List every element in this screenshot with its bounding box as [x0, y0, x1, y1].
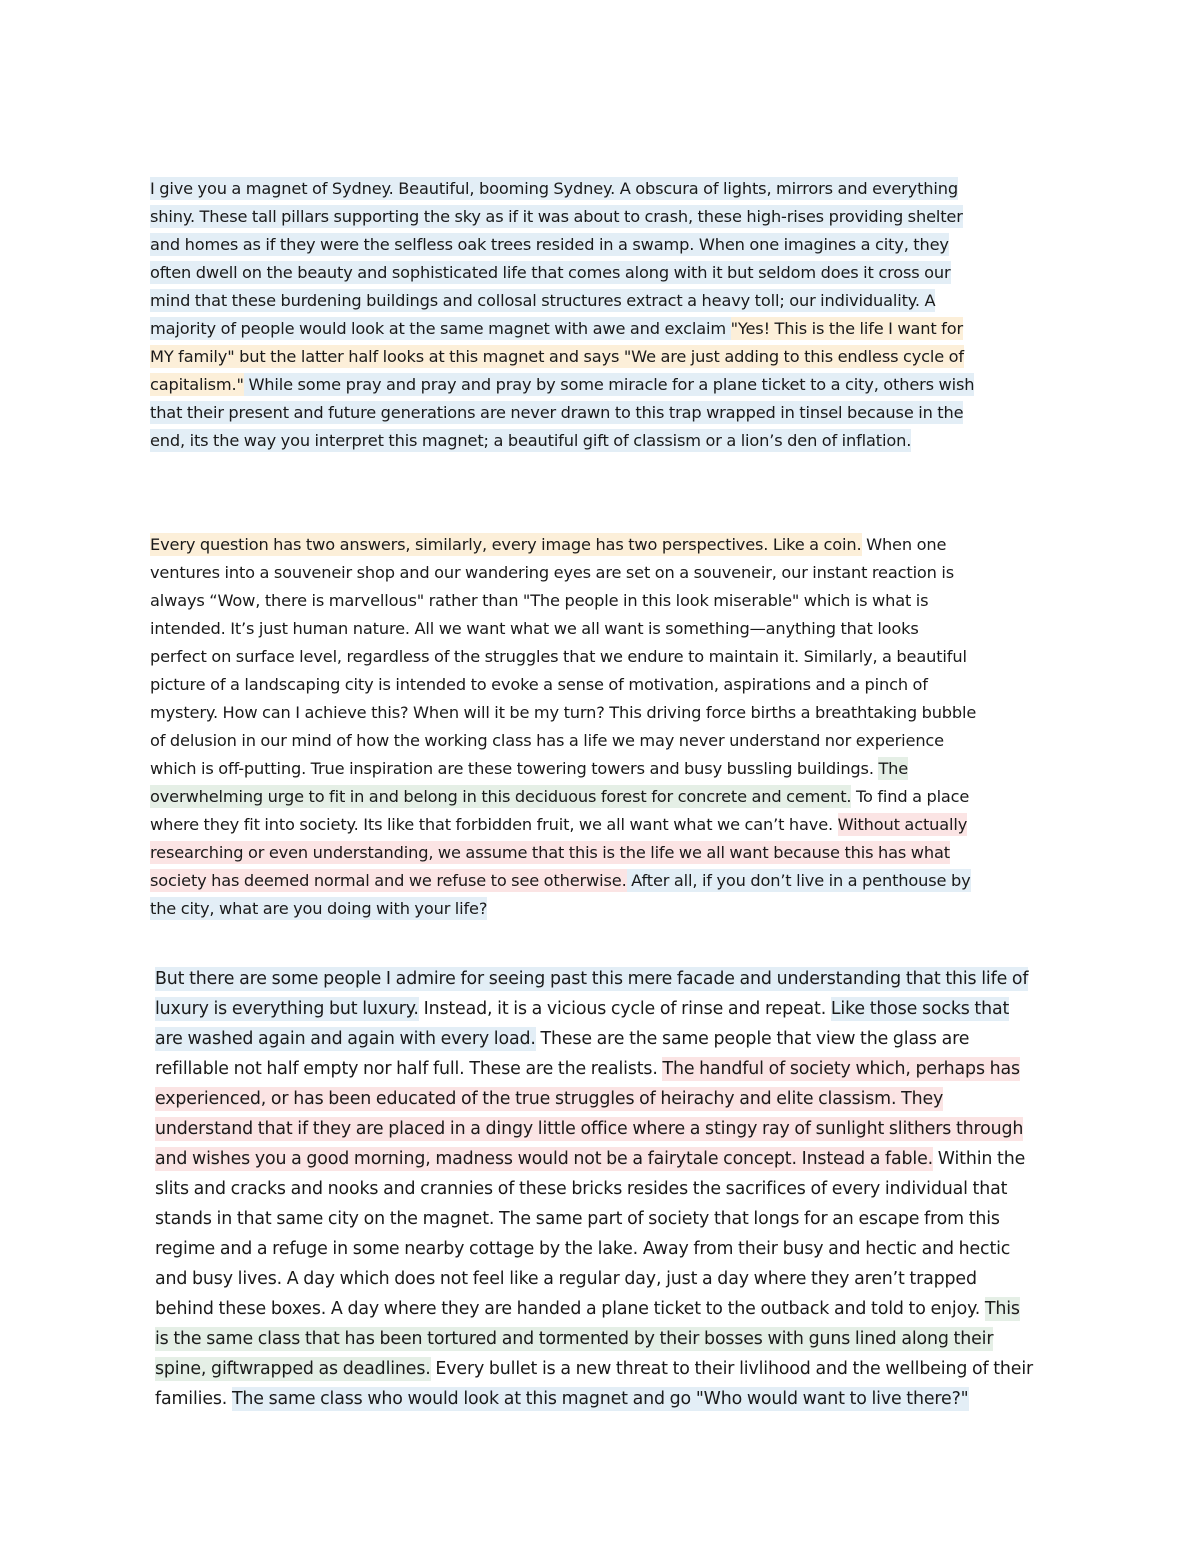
highlighted-text: The overwhelming urge to fit in and belong in this deciduous forest for concrete and cement. [150, 759, 909, 806]
paragraph-2 [150, 531, 980, 923]
highlighted-text: Without actually researching or even understanding, we assume that this is the life we all want because this has what society has deemed normal and we refuse to see otherwise. [150, 815, 968, 890]
paragraph-1 [150, 175, 980, 455]
highlighted-text: Every question has two answers, similarly, every image has two perspectives. Like a coin. [150, 535, 862, 554]
highlighted-text: The handful of society which, perhaps has experienced, or has been educated of the true struggles of heirachy and elite classism. They understand that if they are placed in a dingy little office where a stingy ray of sunlight slithers through and wishes you a good morning, madness would not be a fairytale concept. Instead a fable. [155, 1059, 1024, 1169]
body-text: These are the same people that view the glass are refillable not half empty nor half full. These are the realists. [155, 1029, 970, 1079]
highlighted-text: While some pray and pray and pray by some miracle for a plane ticket to a city, others wish that their present and future generations are never drawn to this trap wrapped in tinsel because in the end, its the way you interpret this magnet; a beautiful gift of classism or a lion’s den of inflation. [150, 375, 975, 450]
paragraph-3 [155, 964, 1035, 1414]
body-text: Within the slits and cracks and nooks and crannies of these bricks resides the sacrifices of every individual that stands in that same city on the magnet. The same part of society that longs for an escape from this regime and a refuge in some nearby cottage by the lake. Away from their busy and hectic and hectic and busy lives. A day which does not feel like a regular day, just a day where they aren’t trapped behind these boxes. A day where they are handed a plane ticket to the outback and told to enjoy. [155, 1149, 1026, 1319]
body-text: To find a place where they fit into society. Its like that forbidden fruit, we all want what we can’t have. [150, 787, 970, 834]
body-text: Instead, it is a vicious cycle of rinse and repeat. [418, 999, 831, 1019]
highlighted-text: I give you a magnet of Sydney. Beautiful, booming Sydney. A obscura of lights, mirrors and everything shiny. These tall pillars supporting the sky as if it was about to crash, these high-rises providing shelter and homes as if they were the selfless oak trees resided in a swamp. When one imagines a city, they often dwell on the beauty and sophisticated life that comes along with it but seldom does it cross our mind that these burdening buildings and collosal structures extract a heavy toll; our individuality. A majority of people would look at the same magnet with awe and exclaim [150, 179, 963, 338]
highlighted-text: The same class who would look at this magnet and go "Who would want to live there?" [231, 1389, 969, 1409]
highlighted-text: Like those socks that are washed again and again with every load. [155, 999, 1010, 1049]
highlighted-text: After all, if you don’t live in a penthouse by the city, what are you doing with your life? [150, 871, 971, 918]
highlighted-text: "Yes! This is the life I want for MY family" but the latter half looks at this magnet and says "We are just adding to this endless cycle of capitalism." [150, 319, 964, 394]
body-text: Every bullet is a new threat to their livlihood and the wellbeing of their families. [155, 1359, 1034, 1409]
highlighted-text: But there are some people I admire for seeing past this mere facade and understanding that this life of luxury is everything but luxury. [155, 969, 1029, 1019]
body-text: When one ventures into a souveneir shop and our wandering eyes are set on a souveneir, our instant reaction is always “Wow, there is marvellous" rather than "The people in this look miserable" which is what is intended. It’s just human nature. All we want what we all want is something—anything that looks perfect on surface level, regardless of the struggles that we endure to maintain it. Similarly, a beautiful picture of a landscaping city is intended to evoke a sense of motivation, aspirations and a pinch of mystery. How can I achieve this? When will it be my turn? This driving force births a breathtaking bubble of delusion in our mind of how the working class has a life we may never understand nor experience which is off-putting. True inspiration are these towering towers and busy bussling buildings. [150, 535, 977, 778]
highlighted-text: This is the same class that has been tortured and tormented by their bosses with guns lined along their spine, giftwrapped as deadlines. [155, 1299, 1020, 1379]
